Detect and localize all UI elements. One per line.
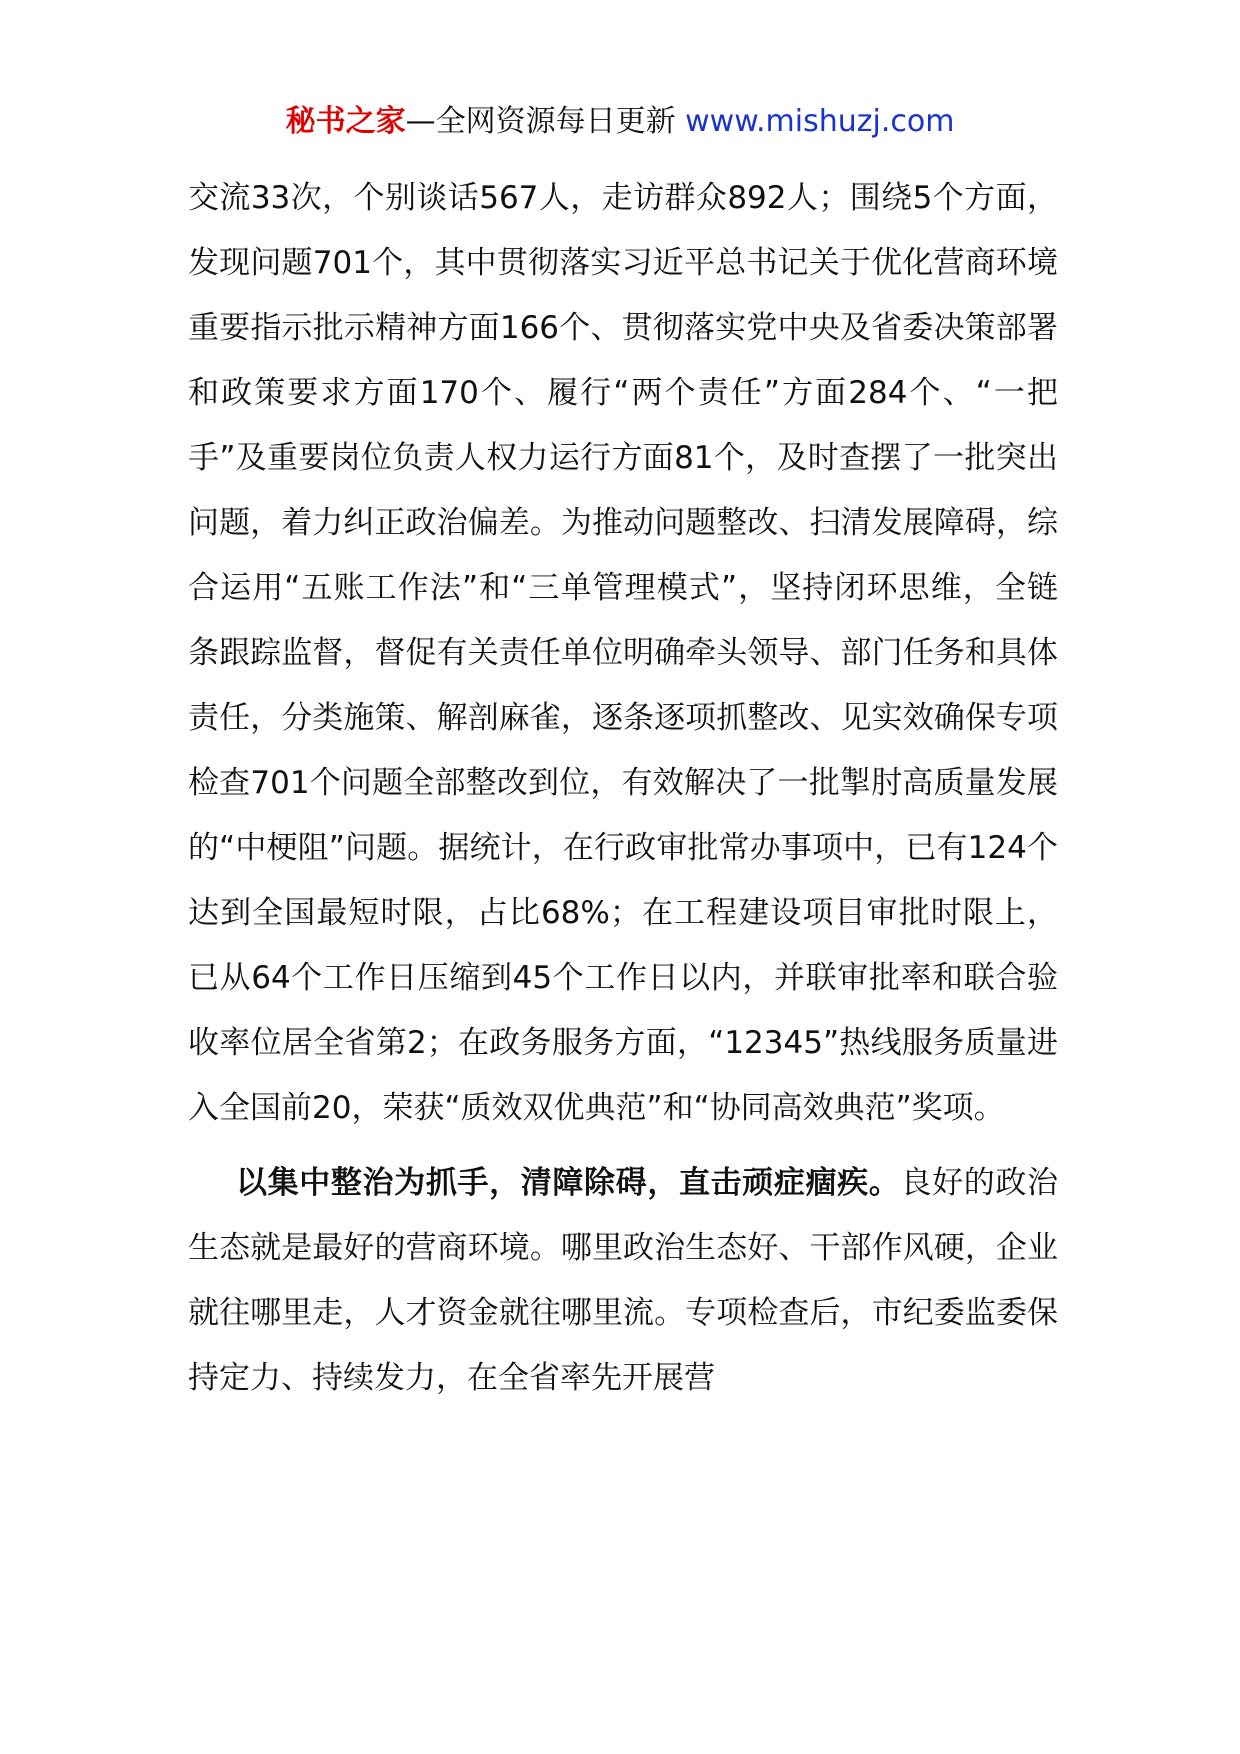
website-link[interactable]: www.mishuzj.com <box>685 104 955 139</box>
brand-name: 秘书之家 <box>285 104 406 139</box>
paragraph-lead: 以集中整治为抓手，清障除碍，直击顽症痼疾。 <box>236 1165 901 1201</box>
document-body <box>188 166 1058 1411</box>
paragraph: 交流33次，个别谈话567人，走访群众892人；围绕5个方面，发现问题701个，其中贯彻落实习近平总书记关于优化营商环境重要指示批示精神方面166个、贯彻落实党中央及省委决策部署和政策要求方面170个、履行“两个责任”方面284个、“一把手”及重要岗位负责人权力运行方面81个，及时查摆了一批突出问题，着力纠正政治偏差。为推动问题整改、扫清发展障碍，综合运用“五账工作法”和“三单管理模式”，坚持闭环思维，全链条跟踪监督，督促有关责任单位明确牵头领导、部门任务和具体责任，分类施策、解剖麻雀，逐条逐项抓整改、见实效确保专项检查701个问题全部整改到位，有效解决了一批掣肘高质量发展的“中梗阻”问题。据统计，在行政审批常办事项中，已有124个达到全国最短时限，占比68%；在工程建设项目审批时限上，已从64个工作日压缩到45个工作日以内，并联审批率和联合验收率位居全省第2；在政务服务方面，“12345”热线服务质量进入全国前20，荣获“质效双优典范”和“协同高效典范”奖项。 <box>188 180 1058 1126</box>
header-tagline: —全网资源每日更新 <box>405 104 676 139</box>
paragraph <box>188 1151 1058 1411</box>
page-header <box>0 102 1240 142</box>
paragraph-text: 良好的政治生态就是最好的营商环境。哪里政治生态好、干部作风硬，企业就往哪里走，人才资金就往哪里流。专项检查后，市纪委监委保持定力、持续发力，在全省率先开展营 <box>188 1165 1059 1396</box>
